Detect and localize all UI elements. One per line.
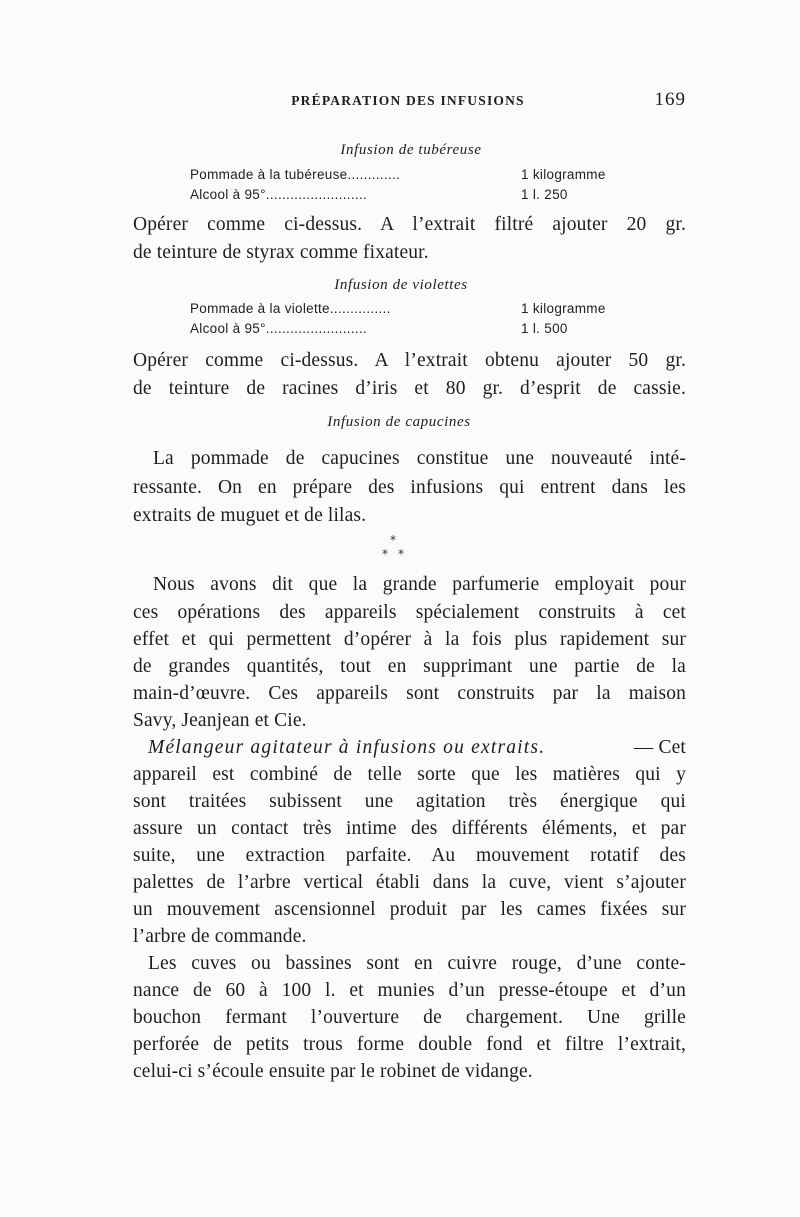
- ingredient: Pommade à la tubéreuse.............: [190, 167, 401, 182]
- running-title: PRÉPARATION DES INFUSIONS: [291, 93, 525, 108]
- text-line: assure un contact très intime des différents éléments, et par: [133, 818, 686, 839]
- ingredient: Pommade à la violette...............: [190, 301, 391, 316]
- text-line: de grandes quantités, tout en supprimant une partie de la: [133, 656, 686, 677]
- svg-text:*: *: [390, 534, 396, 547]
- text-line: main-d’œuvre. Ces appareils sont construits par la maison: [133, 683, 686, 704]
- text-line: Opérer comme ci-dessus. A l’extrait filtré ajouter 20 gr.: [133, 214, 686, 235]
- text-line: palettes de l’arbre vertical établi dans la cuve, vient s’ajouter: [133, 872, 686, 893]
- text-line: appareil est combiné de telle sorte que les matières qui y: [133, 764, 686, 785]
- text-line: Opérer comme ci-dessus. A l’extrait obtenu ajouter 50 gr.: [133, 350, 686, 371]
- recipe-title-violettes: Infusion de violettes: [334, 277, 468, 293]
- ingredient: Alcool à 95°.........................: [190, 187, 368, 202]
- svg-text:*: *: [398, 547, 404, 561]
- asterism-separator: [378, 534, 418, 564]
- text-line: suite, une extraction parfaite. Au mouvement rotatif des: [133, 845, 686, 866]
- text-line: effet et qui permettent d’opérer à la fois plus rapidement sur: [133, 629, 686, 650]
- text-line: perforée de petits trous forme double fond et filtre l’extrait,: [133, 1034, 686, 1055]
- quantity: 1 kilogramme: [521, 301, 606, 316]
- quantity: 1 l. 500: [521, 321, 568, 336]
- quantity: 1 kilogramme: [521, 167, 606, 182]
- text-line: Nous avons dit que la grande parfumerie employait pour: [153, 574, 686, 595]
- recipe-title-capucines: Infusion de capucines: [327, 414, 471, 430]
- text-line: extraits de muguet et de lilas.: [133, 505, 367, 526]
- quantity: 1 l. 250: [521, 187, 568, 202]
- running-head: [130, 89, 686, 115]
- text-line: nance de 60 à 100 l. et munies d’un presse-étoupe et d’un: [133, 980, 686, 1001]
- recipe-title-tubereuse: Infusion de tubéreuse: [340, 142, 482, 158]
- lead-rest: — Cet: [633, 737, 686, 758]
- ingredient: Alcool à 95°.........................: [190, 321, 368, 336]
- text-line: Les cuves ou bassines sont en cuivre rouge, d’une conte-: [148, 953, 686, 974]
- paragraph-lead-line: [148, 735, 686, 761]
- text-line: sont traitées subissent une agitation très énergique qui: [133, 791, 686, 812]
- text-line: de teinture de racines d’iris et 80 gr. d’esprit de cassie.: [133, 378, 686, 399]
- text-line: un mouvement ascensionnel produit par les cames fixées sur: [133, 899, 686, 920]
- text-line: bouchon fermant l’ouverture de chargement. Une grille: [133, 1007, 686, 1028]
- text-line: de teinture de styrax comme fixateur.: [133, 242, 429, 263]
- text-line: l’arbre de commande.: [133, 926, 307, 947]
- text-line: celui-ci s’écoule ensuite par le robinet de vidange.: [133, 1061, 533, 1082]
- italic-heading: Mélangeur agitateur à infusions ou extraits.: [148, 737, 546, 758]
- page-number: 169: [654, 89, 686, 110]
- text-line: La pommade de capucines constitue une nouveauté inté-: [153, 448, 686, 469]
- svg-text:*: *: [382, 547, 388, 561]
- text-line: Savy, Jeanjean et Cie.: [133, 710, 307, 731]
- text-line: ces opérations des appareils spécialement construits à cet: [133, 602, 686, 623]
- text-line: ressante. On en prépare des infusions qui entrent dans les: [133, 477, 686, 498]
